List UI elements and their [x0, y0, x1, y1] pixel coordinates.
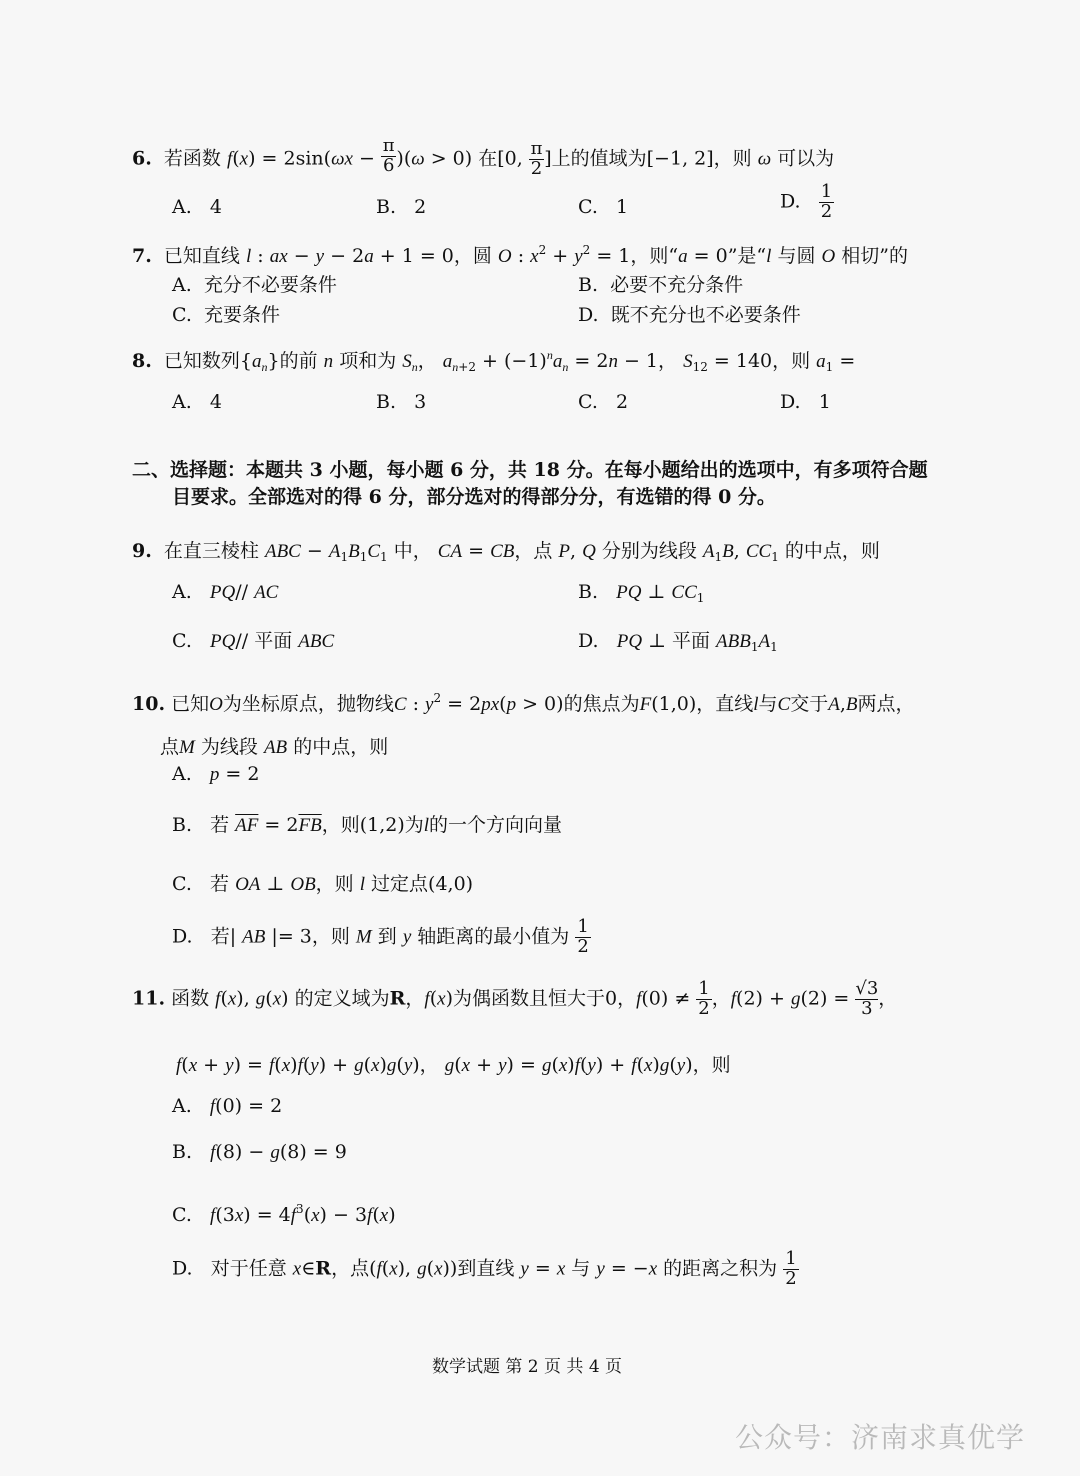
question-number: 7. [132, 245, 152, 267]
q8-option-d: D. 1 [780, 391, 831, 413]
q9-option-a: A. PQ// AC [172, 581, 279, 603]
q8-option-a: A. 4 [172, 391, 222, 413]
section-2-heading-line1: 二、选择题：本题共 3 小题，每小题 6 分，共 18 分。在每小题给出的选项中，有多项符合题 [132, 459, 928, 481]
question-11-stem-line2: f(x + y) = f(x)f(y) + g(x)g(y)， g(x + y) = g(x)f(y) + f(x)g(y)，则 [176, 1054, 731, 1076]
q8-option-c: C. 2 [578, 391, 629, 413]
question-9-stem: 9. 在直三棱柱 ABC − $A_1B_1C_1$ 中， CA = CB，点 P, Q 分别为线段 $A_1B$, $CC_1$ 的中点，则 [132, 540, 880, 564]
question-10-stem: 10. 已知O为坐标原点，抛物线C : $y^2 = 2px(p > 0)$的焦点为F(1,0)，直线l与C交于A,B两点， [132, 691, 915, 715]
q11-option-c: C. $f(3x) = 4f^3(x) - 3f(x)$ [172, 1202, 396, 1226]
section-2-heading-line2: 目要求。全部选对的得 6 分，部分选对的得部分分，有选错的得 0 分。 [172, 486, 776, 508]
question-6-stem: 6. 若函数 f(x) = 2sin(ωx − $\frac{\pi}{6}$ )(ω > 0) 在[0, $\frac{\pi}{2}$ ]上的值域为[−1, 2]，则 ω 可以为 [132, 135, 835, 179]
q7-option-c: C. 充要条件 [172, 304, 281, 326]
watermark: 公众号：济南求真优学 [735, 1421, 1026, 1454]
q10-option-a: A. p = 2 [172, 763, 260, 785]
q6-option-b: B. 2 [376, 196, 427, 218]
q9-option-b: B. PQ ⊥ $CC_1$ [578, 581, 705, 605]
q9-option-c: C. PQ// 平面 ABC [172, 630, 335, 652]
question-11-stem: 11. 函数 f(x), g(x) 的定义域为R，f(x)为偶函数且恒大于0，f(0) ≠ $\frac{1}{2}$ ，f(2) + g(2) = $\frac{√3}{3}$ ， [132, 978, 898, 1019]
q10-option-d: D. 若| AB |= 3，则 M 到 y 轴距离的最小值为 $\frac{1}{2}$ [172, 916, 589, 957]
question-number: 8. [132, 350, 152, 372]
q10-option-b: B. 若 $\overline{AF} = 2\overline{FB}$，则(1,2)为l的一个方向向量 [172, 814, 563, 836]
q10-option-c: C. 若 OA ⊥ OB，则 l 过定点(4,0) [172, 873, 474, 895]
q6-option-d: D. $\frac{1}{2}$ [780, 181, 833, 222]
question-number: 9. [132, 540, 152, 562]
page-footer: 数学试题 第 2 页 共 4 页 [432, 1357, 623, 1377]
q11-option-d: D. 对于任意 x∈R，点(f(x), g(x))到直线 y = x 与 y = −x 的距离之积为 $\frac{1}{2}$ [172, 1248, 797, 1289]
question-number: 11. [132, 987, 166, 1010]
q7-option-d: D. 既不充分也不必要条件 [578, 304, 801, 326]
q6-option-a: A. 4 [172, 196, 222, 218]
q7-option-a: A. 充分不必要条件 [172, 274, 337, 296]
question-number: 6. [132, 147, 152, 170]
q7-option-b: B. 必要不充分条件 [578, 274, 744, 296]
q9-option-d: D. PQ ⊥ 平面 $ABB_1A_1$ [578, 630, 778, 654]
question-10-stem-line2: 点M 为线段 AB 的中点，则 [160, 736, 389, 758]
q11-option-a: A. f(0) = 2 [172, 1095, 283, 1117]
question-8-stem: 8. 已知数列$\{a_n\}$的前 n 项和为 $S_n$， $a_{n+2} + (-1)^na_n = 2n - 1$， $S_{12} = 140$，则 $a_1$ = [132, 348, 856, 374]
q6-option-c: C. 1 [578, 196, 629, 218]
q11-option-b: B. f(8) − g(8) = 9 [172, 1141, 347, 1163]
question-number: 10. [132, 693, 166, 715]
q8-option-b: B. 3 [376, 391, 427, 413]
question-7-stem: 7. 已知直线 l : ax − y − 2a + 1 = 0，圆 O : $x^2 + y^2 = 1$，则“a = 0”是“l 与圆 O 相切”的 [132, 243, 908, 267]
